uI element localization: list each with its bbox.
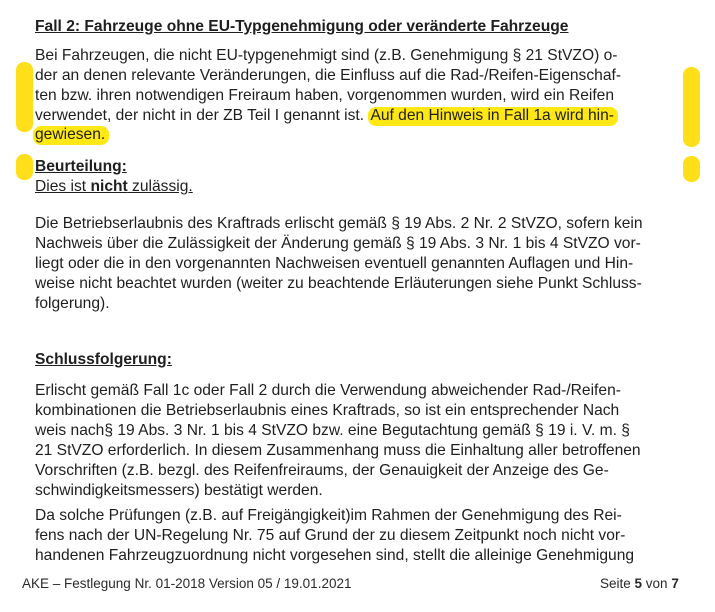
fall2-line-4-text: verwendet, der nicht in der ZB Teil I genannt ist. [35, 107, 365, 124]
schluss-para1-line-1: Erlischt gemäß Fall 1c oder Fall 2 durch die Verwendung abweichender Rad-/Reifen- [35, 382, 621, 399]
schluss-para2-line-1: Da solche Prüfungen (z.B. auf Freigängigkeit)im Rahmen der Genehmigung des Rei- [35, 507, 622, 524]
page-mid: von [642, 576, 672, 591]
schluss-para1-line-3: weis nach§ 19 Abs. 3 Nr. 1 bis 4 StVZO bzw. eine Begutachtung gemäß § 19 i. V. m. § [35, 422, 630, 439]
fall2-line-2: der an denen relevante Veränderungen, die Einfluss auf die Rad-/Reifen-Eigenschaf- [35, 67, 622, 84]
beurteilung-heading: Beurteilung: [35, 158, 127, 175]
highlighted-note-continued: gewiesen. [33, 126, 109, 145]
schluss-para2-line-3: handenen Fahrzeugzuordnung nicht vorgesehen sind, stellt die alleinige Genehmigung [35, 547, 635, 564]
page-current: 5 [634, 576, 643, 591]
fall2-line-5 [33, 125, 109, 144]
beurteilung-line-4: weise nicht beachtet wurden (weiter zu beachtende Erläuterungen siehe Punkt Schluss- [35, 275, 642, 292]
verdict-emphasis: nicht [90, 178, 128, 195]
beurteilung-line-2: Nachweis über die Zulässigkeit der Änderung gemäß § 19 Abs. 3 Nr. 1 bis 4 StVZO vor- [35, 235, 641, 252]
schluss-para1-line-5: Vorschriften (z.B. bezgl. des Reifenfreiraums, der Genauigkeit der Anzeige des Ge- [35, 462, 609, 479]
verdict-prefix: Dies ist [35, 178, 91, 195]
fall2-line-3: ten bzw. ihren notwendigen Freiraum haben, vorgenommen wurden, wird ein Reifen [35, 87, 615, 104]
margin-highlight-mark [16, 154, 33, 180]
beurteilung-line-3: liegt oder die in den vorgenannten Nachweisen eventuell genannten Auflagen und Hin- [35, 255, 634, 272]
schluss-para1-line-4: 21 StVZO erforderlich. In diesem Zusammenhang muss die Einhaltung aller betroffenen [35, 442, 641, 459]
verdict-suffix: zulässig. [127, 178, 193, 195]
footer-page-number [600, 576, 679, 592]
schlussfolgerung-heading: Schlussfolgerung: [35, 351, 172, 368]
fall2-line-1: Bei Fahrzeugen, die nicht EU-typgenehmigt sind (z.B. Genehmigung § 21 StVZO) o- [35, 47, 618, 64]
margin-highlight-mark [683, 156, 700, 182]
margin-highlight-mark [16, 62, 33, 132]
schluss-para2-line-2: fens nach der UN-Regelung Nr. 75 auf Grund der zu diesem Zeitpunkt noch nicht vor- [35, 527, 626, 544]
beurteilung-verdict [35, 177, 193, 196]
schluss-para1-line-2: kombinationen die Betriebserlaubnis eines Kraftrads, so ist ein entsprechender Nach [35, 402, 620, 419]
margin-highlight-mark [683, 67, 700, 147]
page-prefix: Seite [600, 576, 635, 591]
fall2-line-4 [35, 106, 618, 125]
page-total: 7 [671, 576, 679, 591]
schluss-para1-line-6: schwindigkeitsmessers) bestätigt werden. [35, 482, 323, 499]
beurteilung-line-5: folgerung). [35, 295, 110, 312]
footer-document-id: AKE – Festlegung Nr. 01-2018 Version 05 / 19.01.2021 [22, 576, 352, 591]
highlighted-note: Auf den Hinweis in Fall 1a wird hin- [368, 107, 618, 126]
beurteilung-line-1: Die Betriebserlaubnis des Kraftrads erlischt gemäß § 19 Abs. 2 Nr. 2 StVZO, sofern kein [35, 215, 643, 232]
fall2-heading: Fall 2: Fahrzeuge ohne EU-Typgenehmigung oder veränderte Fahrzeuge [35, 18, 569, 35]
